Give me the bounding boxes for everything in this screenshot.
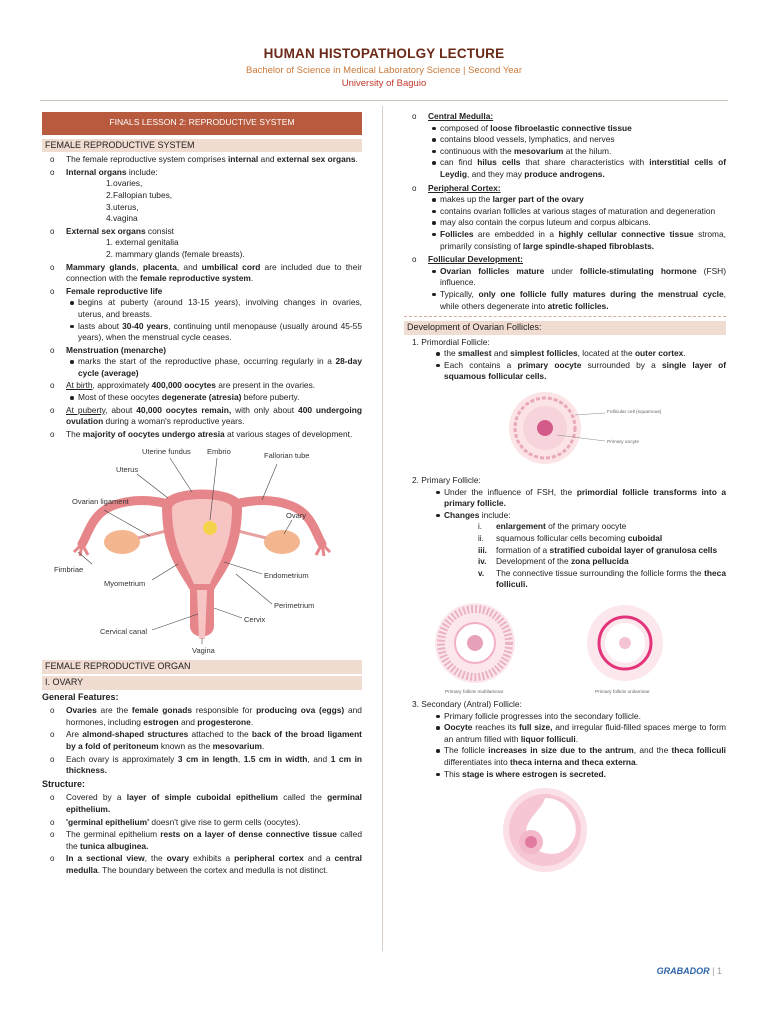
- list-item: Primary follicle progresses into the secondary follicle.: [444, 711, 726, 723]
- label-ovarian-ligament: Ovarian ligament: [72, 497, 129, 507]
- list-item: the smallest and simplest follicles, located at the outer cortex.: [444, 348, 726, 360]
- secondary-follicle-figure: [465, 784, 665, 876]
- label-follicular-cell: Follicular cell (squamous): [607, 410, 662, 416]
- list-item: o Follicular Development: Ovarian follicles mature under follicle-stimulating hormone (FSH) influence. Typically, only one follicle fully matures during the menstrual cycle, while others degenerate into atretic follicles.: [428, 254, 726, 312]
- list-item: o Are almond-shaped structures attached to the back of the broad ligament by a fold of peritoneum known as the mesovarium.: [66, 729, 362, 752]
- primordial-follicle-figure: [465, 387, 665, 469]
- primary-follicle-figure: [415, 595, 715, 695]
- list-item: The follicle increases in size due to the antrum, and the theca folliculi differentiates into theca interna and theca externa.: [444, 745, 726, 767]
- list-item: Each contains a primary oocyte surrounded by a single layer of squamous follicular cells.: [444, 359, 727, 382]
- structure-heading: Structure:: [42, 778, 86, 789]
- header-divider: [40, 100, 728, 101]
- development-heading: Development of Ovarian Follicles:: [404, 321, 726, 335]
- list-item: o At puberty, about 40,000 oocytes remain, with only about 400 undergoing ovulation during a woman's reproductive years.: [66, 405, 362, 428]
- label-cervix: Cervix: [244, 615, 266, 625]
- secondary-heading: 3. Secondary (Antral) Follicle:: [412, 699, 522, 709]
- caption-multilaminar: Primary follicle multilaminar: [445, 690, 504, 695]
- secondary-list: [404, 711, 726, 781]
- section-heading-organ: FEMALE REPRODUCTIVE ORGAN: [42, 660, 362, 674]
- right-column: [404, 110, 726, 880]
- primordial-list: [404, 348, 726, 383]
- list-item: o Each ovary is approximately 3 cm in length, 1.5 cm in width, and 1 cm in thickness.: [66, 754, 362, 777]
- list-item: o In a sectional view, the ovary exhibits a peripheral cortex and a central medulla. The boundary between the cortex and medulla is not distinct.: [66, 853, 362, 876]
- list-item: Under the influence of FSH, the primordial follicle transforms into a primary follicle.: [444, 486, 726, 509]
- primary-heading: 2. Primary Follicle:: [412, 475, 481, 486]
- label-ovary: Ovary: [286, 511, 307, 521]
- page-header: [0, 0, 768, 89]
- label-endometrium: Endometrium: [264, 571, 309, 581]
- list-item: o External sex organs consist 1. external genitalia 2. mammary glands (female breasts).: [66, 226, 362, 261]
- university-name: University of Baguio: [341, 78, 427, 89]
- list-item: o 'germinal epithelium' doesn't give rise to germ cells (oocytes).: [66, 817, 362, 829]
- list-item: o The germinal epithelium rests on a layer of dense connective tissue called the tunica albuginea.: [66, 829, 362, 852]
- list-item: o Peripheral Cortex: makes up the larger part of the ovary contains ovarian follicles at various stages of maturation and degeneration may also contain the corpus luteum and corpus albicans. Follicles are embedded in a highly cellular connective tissue stroma, primarily consisting of large spindle-shaped fibroblasts.: [428, 183, 726, 253]
- list-item: o Central Medulla: composed of loose fibroelastic connective tissue contains blood vessels, lymphatics, and nerves continuous with the mesovarium at the hilum. can find hilus cells that share characteristics with interstitial cells of Leydig, and they may produce androgens.: [428, 111, 726, 181]
- list-item: o The female reproductive system comprises internal and external sex organs.: [66, 154, 362, 166]
- caption-unilaminar: Primary follicle unilaminar: [595, 690, 650, 695]
- label-vagina: Vagina: [192, 646, 215, 656]
- list-item: Oocyte reaches its full size, and irregular fluid-filled spaces merge to form an antrum filled with liquor folliculi.: [444, 722, 726, 744]
- section-heading-ovary: I. OVARY: [42, 676, 362, 690]
- general-features-heading: General Features:: [42, 691, 119, 702]
- label-perimetrium: Perimetrium: [274, 601, 315, 611]
- list-item: o Mammary glands, placenta, and umbilical cord are included due to their connection with the female reproductive system.: [66, 262, 362, 285]
- program-subtitle: Bachelor of Science in Medical Laboratory Science | Second Year: [245, 65, 523, 76]
- primordial-heading: 1. Primordial Follicle:: [412, 336, 490, 347]
- left-column: [42, 110, 362, 878]
- list-item: o Menstruation (menarche) marks the start of the reproductive phase, occurring regularly in a 28-day cycle (average): [66, 345, 362, 380]
- label-cervical-canal: Cervical canal: [100, 627, 148, 637]
- system-list: [42, 154, 362, 440]
- column-divider: [382, 106, 383, 951]
- structure-list: [42, 792, 362, 876]
- list-item: o Internal organs include: 1.ovaries, 2.Fallopian tubes, 3.uterus, 4.vagina: [66, 167, 362, 225]
- section-divider: [404, 316, 726, 317]
- list-item: o Covered by a layer of simple cuboidal epithelium called the germinal epithelium.: [66, 792, 362, 815]
- embryo-icon: [203, 521, 217, 535]
- list-item: o Female reproductive life begins at puberty (around 13-15 years), involving changes in ovaries, uterus, and breasts. lasts about 30-40 years, continuing until menopause (usually around 45-55 years), when the menstrual cycle ceases.: [66, 286, 362, 344]
- page-title: HUMAN HISTOPATHOLGY LECTURE: [263, 46, 505, 61]
- page-footer: GRABADOR | 1: [656, 966, 722, 976]
- list-item: Changes include: i. enlargement of the primary oocyte ii. squamous follicular cells becoming cuboidal iii. formation of a stratified cuboidal layer of granulosa cells iv. Development of the zona pellucida v. The connective tissue surrounding the follicle forms the theca folliculi.: [444, 509, 726, 590]
- label-primary-oocyte: Primary oocyte: [607, 440, 639, 446]
- label-uterus: Uterus: [116, 465, 139, 475]
- section-heading-system: FEMALE REPRODUCTIVE SYSTEM: [42, 139, 362, 153]
- lesson-banner: FINALS LESSON 2: REPRODUCTIVE SYSTEM: [42, 112, 362, 135]
- label-uterine-fundus: Uterine fundus: [142, 447, 191, 457]
- primary-list: [404, 487, 726, 591]
- uterus-diagram: [52, 444, 352, 656]
- list-item: o At birth, approximately 400,000 oocytes are present in the ovaries. Most of these oocytes degenerate (atresia) before puberty.: [66, 380, 362, 403]
- label-fallopian-tube: Fallorian tube: [264, 451, 310, 461]
- label-myometrium: Myometrium: [104, 579, 146, 589]
- general-features-list: [42, 705, 362, 777]
- list-item: o The majority of oocytes undergo atresia at various stages of development.: [66, 429, 362, 441]
- list-item: This stage is where estrogen is secreted.: [444, 769, 726, 781]
- list-item: o Ovaries are the female gonads responsible for producing ova (eggs) and hormones, including estrogen and progesterone.: [66, 705, 362, 728]
- ovary-zones-list: [404, 111, 726, 312]
- label-fimbriae: Fimbriae: [54, 565, 84, 575]
- label-embrio: Embrio: [207, 447, 231, 457]
